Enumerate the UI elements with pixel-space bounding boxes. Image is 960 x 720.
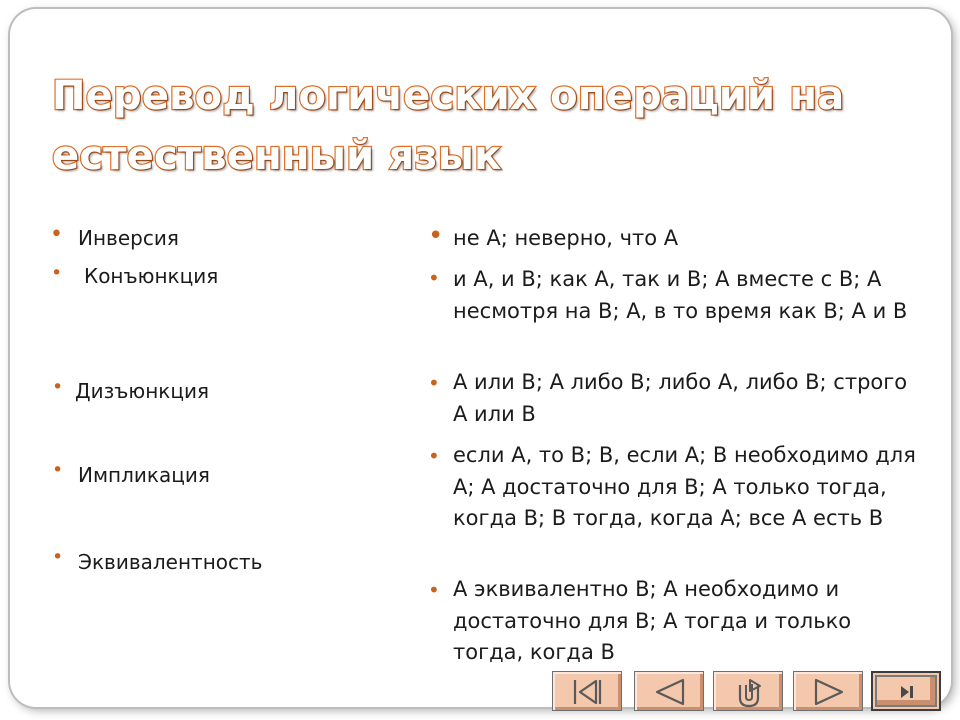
operation-name-equivalence: Эквивалентность (78, 550, 263, 574)
operation-meaning-implication: если А, то В; В, если А; В необходимо для А; А достаточно для В; А только тогда, когда В; В тогда, когда А; все А есть В (453, 443, 916, 530)
bullet-icon: • (428, 221, 444, 251)
return-icon (714, 672, 784, 712)
previous-slide-icon (635, 672, 705, 712)
last-slide-icon (873, 673, 943, 713)
operation-meaning-inversion: не А; неверно, что А (453, 226, 679, 250)
bullet-icon: • (52, 376, 64, 398)
operation-meaning-disjunction: А или В; А либо В; либо А, либо В; строго А или В (453, 370, 908, 426)
bullet-icon: • (428, 578, 440, 602)
first-slide-button[interactable] (552, 671, 622, 711)
bullet-icon: • (52, 459, 64, 481)
bullet-icon: • (428, 266, 440, 290)
bullet-icon: • (50, 222, 63, 247)
operation-name-implication: Импликация (78, 463, 210, 487)
bullet-icon: • (51, 262, 63, 284)
first-slide-icon (553, 672, 623, 712)
slide-title: Перевод логических операций на естественный язык (52, 73, 845, 179)
next-slide-icon (794, 672, 864, 712)
operation-name-disjunction: Дизъюнкция (75, 379, 210, 403)
last-slide-button[interactable] (871, 671, 941, 711)
next-slide-button[interactable] (793, 671, 863, 711)
bullet-icon: • (428, 444, 440, 468)
operation-meaning-equivalence: А эквивалентно В; А необходимо и достаточно для В; А тогда и только тогда, когда В (453, 577, 852, 664)
bullet-icon: • (52, 546, 64, 568)
operation-name-conjunction: Конъюнкция (84, 264, 219, 288)
operation-name-inversion: Инверсия (78, 226, 179, 250)
previous-slide-button[interactable] (634, 671, 704, 711)
operation-meaning-conjunction: и А, и В; как А, так и В; А вместе с В; А несмотря на В; А, в то время как В; А и В (453, 267, 908, 323)
bullet-icon: • (428, 371, 440, 395)
return-button[interactable] (713, 671, 783, 711)
